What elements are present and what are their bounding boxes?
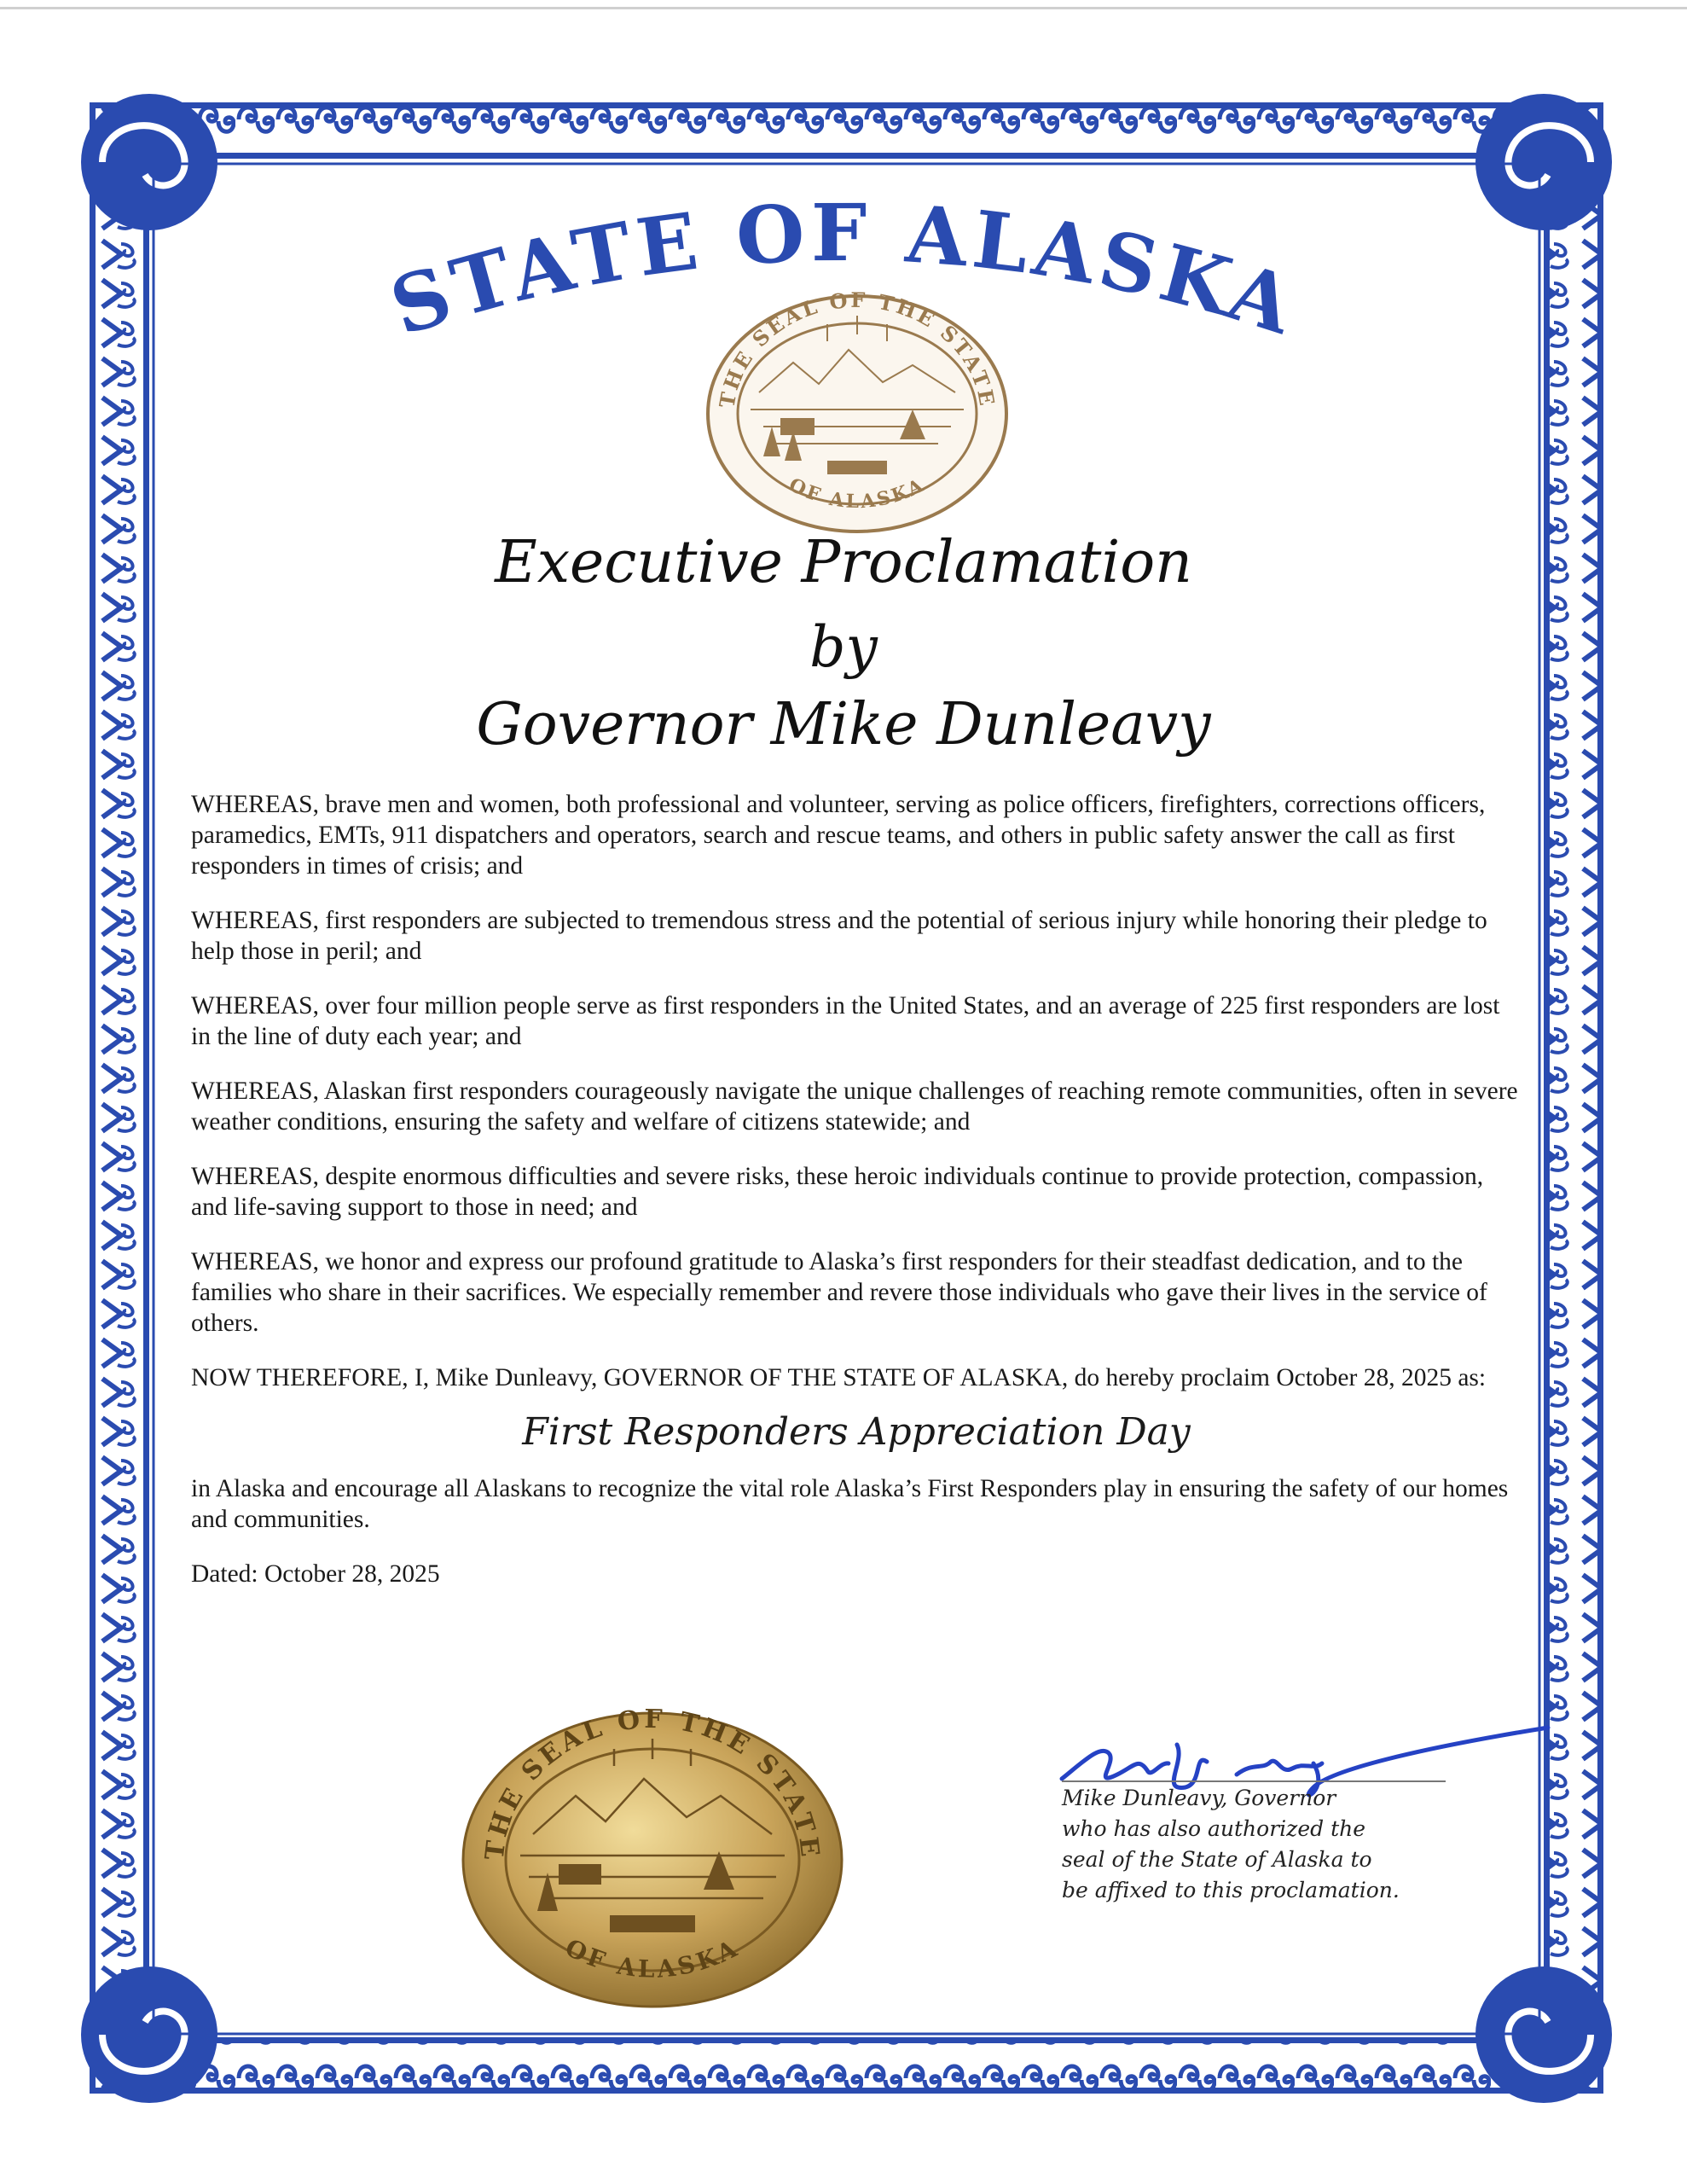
gold-state-seal [456, 1706, 849, 2013]
whereas-paragraph-6: WHEREAS, we honor and express our profound gratitude to Alaska’s first responders for their steadfast dedication, and to the families who share in their sacrifices. We especially remember and revere those individuals who gave their lives in the service of others. [191, 1248, 1487, 1337]
signature-caption [1062, 1783, 1454, 1906]
governor-name-heading: Governor Mike Dunleavy [476, 691, 1211, 758]
signature-caption-line-3: seal of the State of Alaska to [1062, 1847, 1372, 1872]
proclamation-by: by [809, 614, 878, 680]
signature-line [1062, 1780, 1446, 1782]
state-seal-top [699, 290, 1015, 537]
state-title-text: STATE OF ALASKA [380, 186, 1309, 354]
signature-caption-line-1: Mike Dunleavy, Governor [1062, 1786, 1336, 1810]
whereas-paragraph-4: WHEREAS, Alaskan first responders courageously navigate the unique challenges of reaching remote communities, often in severe weather conditions, ensuring the safety and welfare of citizens statewide; and [191, 1077, 1518, 1136]
seal-bottom-ring-text: OF ALASKA [785, 473, 930, 514]
day-title: First Responders Appreciation Day [522, 1410, 1191, 1454]
proclamation-title: Executive Proclamation [495, 529, 1192, 596]
seal-top-ring-text: THE SEAL OF THE STATE [714, 290, 1000, 410]
closing-paragraph: in Alaska and encourage all Alaskans to recognize the vital role Alaska’s First Responders play in ensuring the safety of our homes and communities. [191, 1475, 1509, 1533]
signature-caption-line-4: be affixed to this proclamation. [1062, 1878, 1400, 1902]
gold-seal-bottom-ring-text: OF ALASKA [560, 1933, 745, 1984]
now-therefore-paragraph: NOW THEREFORE, I, Mike Dunleavy, GOVERNOR OF THE STATE OF ALASKA, do hereby proclaim October 28, 2025 as: [191, 1364, 1487, 1391]
whereas-paragraph-1: WHEREAS, brave men and women, both professional and volunteer, serving as police officers, firefighters, corrections officers, paramedics, EMTs, 911 dispatchers and operators, search and rescue teams, and others in public safety answer the call as first responders in times of crisis; and [191, 791, 1486, 880]
whereas-paragraph-3: WHEREAS, over four million people serve as first responders in the United States, and an average of 225 first responders are lost in the line of duty each year; and [191, 992, 1500, 1050]
whereas-paragraph-5: WHEREAS, despite enormous difficulties and severe risks, these heroic individuals continue to provide protection, compassion, and life-saving support to those in need; and [191, 1163, 1484, 1221]
signature-caption-line-2: who has also authorized the [1062, 1816, 1366, 1841]
dated-line: Dated: October 28, 2025 [191, 1560, 440, 1588]
gold-seal-top-ring-text: THE SEAL OF THE STATE [479, 1706, 826, 1862]
whereas-paragraph-2: WHEREAS, first responders are subjected to tremendous stress and the potential of serious injury while honoring their pledge to help those in peril; and [191, 907, 1487, 965]
proclamation-body [191, 789, 1522, 1613]
